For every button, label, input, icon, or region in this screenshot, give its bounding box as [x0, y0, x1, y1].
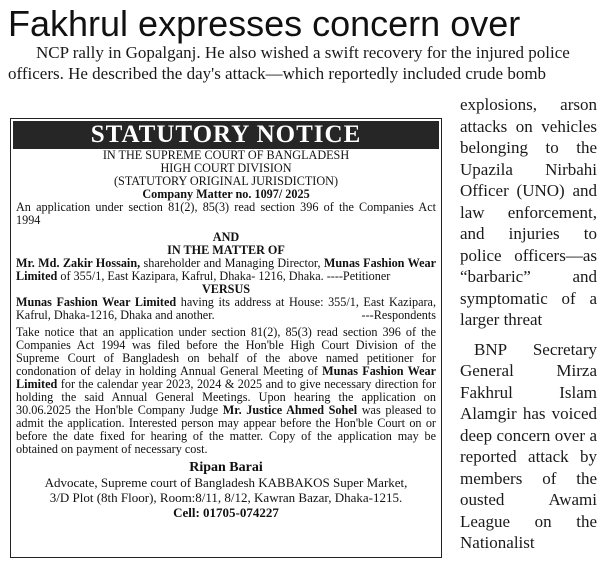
lead-line-1: NCP rally in Gopalganj. He also wished a swift recovery for the injured police: [36, 43, 570, 62]
advocate-name: Ripan Barai: [189, 460, 263, 475]
advocate-line-1: Advocate, Supreme court of Bangladesh KABBAKOS Super Market,: [44, 475, 408, 490]
and-heading: AND: [212, 230, 240, 244]
article-lead: [8, 42, 598, 84]
column-paragraph-1: explosions, arson attacks on vehicles belonging to the Upazila Nirbahi Officer (UNO) and law enforcement, and injuries to police officers—as “barbaric” and symptomatic of a larger threat: [460, 95, 597, 329]
body-text-3: was pleased to admit the application. Interested person may appear before the Hon'ble Court on or before the date fixed for hearing of the matter. Copy of the application may be obtained on payment of necessary cost.: [16, 403, 436, 456]
petitioner-role: ----Petitioner: [326, 269, 391, 283]
court-line-2: HIGH COURT DIVISION: [160, 161, 292, 175]
court-line-3: (STATUTORY ORIGINAL JURISDICTION): [113, 174, 339, 188]
lead-line-2: officers. He described the day's attack—which reportedly included crude bomb: [8, 64, 547, 83]
petitioner-paragraph: [11, 257, 441, 283]
respondent-role: ---Respondents: [361, 308, 436, 322]
body-company: Munas Fashion Wear Limited: [16, 364, 437, 391]
advocate-cell: Cell: 01705-074227: [173, 505, 279, 520]
column-paragraph-2: BNP Secretary General Mirza Fakhrul Islam Alamgir has voiced deep concern over a reported attack by members of the ousted Awami League on the Nationalist: [460, 339, 597, 552]
respondent-paragraph: [11, 296, 441, 322]
body-text-2: for the calendar year 2023, 2024 & 2025 and to give necessary direction for holding the said Annual General Meetings. Upon hearing the application on 30.06.2025 the Hon'ble Company Judge: [16, 377, 436, 417]
notice-body: [11, 326, 441, 456]
petitioner-text-2: of 355/1, East Kazipara, Kafrul, Dhaka- 1216, Dhaka.: [57, 269, 327, 283]
application-intro: An application under section 81(2), 85(3) read section 396 of the Companies Act 1994: [16, 200, 436, 227]
petitioner-text-1: shareholder and Managing Director,: [140, 256, 324, 270]
petitioner-company: Munas Fashion Wear Limited: [16, 256, 436, 283]
notice-title: STATUTORY NOTICE: [13, 121, 439, 149]
versus-heading: VERSUS: [201, 282, 251, 296]
court-line-1: IN THE SUPREME COURT OF BANGLADESH: [102, 148, 350, 162]
company-matter-number: Company Matter no. 1097/ 2025: [142, 187, 310, 201]
respondent-text: having its address at House: 355/1, East Kazipara, Kafrul, Dhaka-1216, Dhaka and another.: [16, 295, 437, 322]
advocate-signature: [11, 460, 441, 520]
article-headline: Fakhrul expresses concern over: [8, 3, 521, 44]
respondent-company: Munas Fashion Wear Limited: [16, 295, 177, 309]
article-column: [460, 94, 597, 554]
advocate-line-2: 3/D Plot (8th Floor), Room:8/11, 8/12, Kawran Bazar, Dhaka-1215.: [49, 490, 403, 505]
in-the-matter-of-heading: IN THE MATTER OF: [167, 243, 285, 257]
statutory-notice-ad: [10, 118, 442, 558]
body-judge: Mr. Justice Ahmed Sohel: [222, 403, 358, 417]
body-text-1: Take notice that an application under section 81(2), 85(3) read section 396 of the Companies Act 1994 was filed before the Hon'ble High Court Division of the Supreme Court of Bangladesh on behalf of the above named petitioner for condonation of delay in holding Annual General Meeting of: [16, 325, 436, 378]
petitioner-name: Mr. Md. Zakir Hossain,: [16, 256, 141, 270]
